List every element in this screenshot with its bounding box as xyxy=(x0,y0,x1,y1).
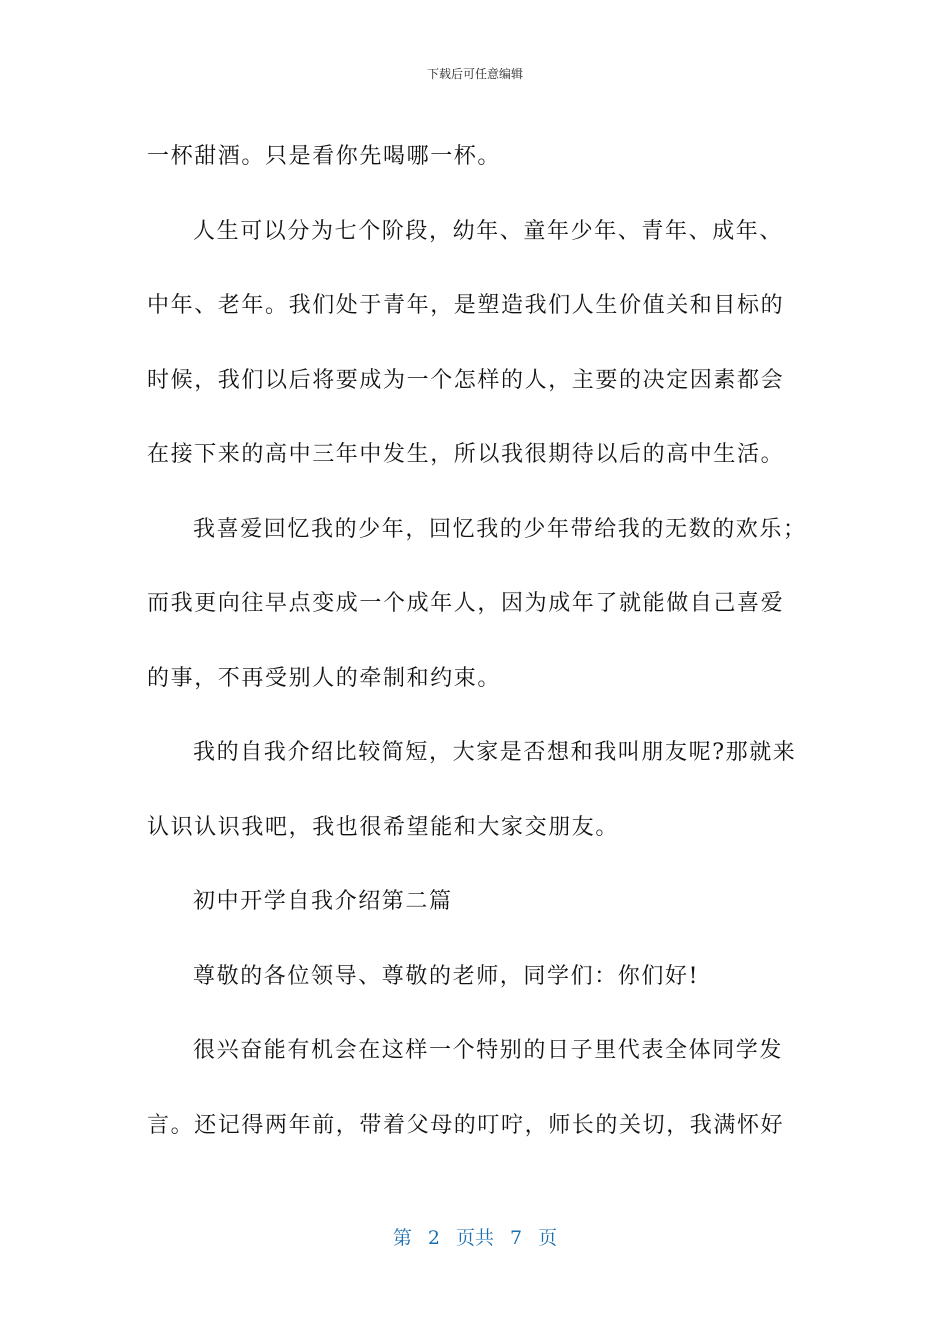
text-line: 时候，我们以后将要成为一个怎样的人，主要的决定因素都会 xyxy=(147,367,785,393)
paragraph xyxy=(147,940,807,1015)
text-line: 一杯甜酒。只是看你先喝哪一杯。 xyxy=(147,144,502,169)
paragraph xyxy=(147,120,807,195)
text-line: 在接下来的高中三年中发生，所以我很期待以后的高中生活。 xyxy=(147,442,785,467)
text-line: 言。还记得两年前，带着父母的叮咛，师长的关切，我满怀好 xyxy=(147,1112,785,1138)
text-line: 人生可以分为七个阶段，幼年、童年少年、青年、成年、 xyxy=(193,218,784,244)
paragraph xyxy=(147,1014,807,1163)
text-line: 而我更向往早点变成一个成年人，因为成年了就能做自己喜爱 xyxy=(147,591,785,616)
text-line: 认识认识我吧，我也很希望能和大家交朋友。 xyxy=(147,814,620,840)
text-line: 尊敬的各位领导、尊敬的老师，同学们：你们好! xyxy=(193,963,700,989)
text-line: 我喜爱回忆我的少年，回忆我的少年带给我的无数的欢乐； xyxy=(193,516,807,542)
paragraph xyxy=(147,716,807,865)
page-number-label: 第 2 页共 7 页 xyxy=(392,1227,558,1249)
body-text xyxy=(147,120,807,1163)
page-number-footer xyxy=(0,1225,950,1251)
text-line: 很兴奋能有机会在这样一个特别的日子里代表全体同学发 xyxy=(193,1038,784,1063)
text-line: 初中开学自我介绍第二篇 xyxy=(193,889,453,914)
text-line: 的事，不再受别人的牵制和约束。 xyxy=(147,665,502,691)
paragraph xyxy=(147,195,807,493)
paragraph xyxy=(147,493,807,717)
section-heading xyxy=(147,865,807,940)
header-note: 下载后可任意编辑 xyxy=(426,67,523,81)
text-line: 中年、老年。我们处于青年，是塑造我们人生价值关和目标的 xyxy=(147,293,785,318)
text-line: 我的自我介绍比较简短，大家是否想和我叫朋友呢?那就来 xyxy=(193,740,797,765)
